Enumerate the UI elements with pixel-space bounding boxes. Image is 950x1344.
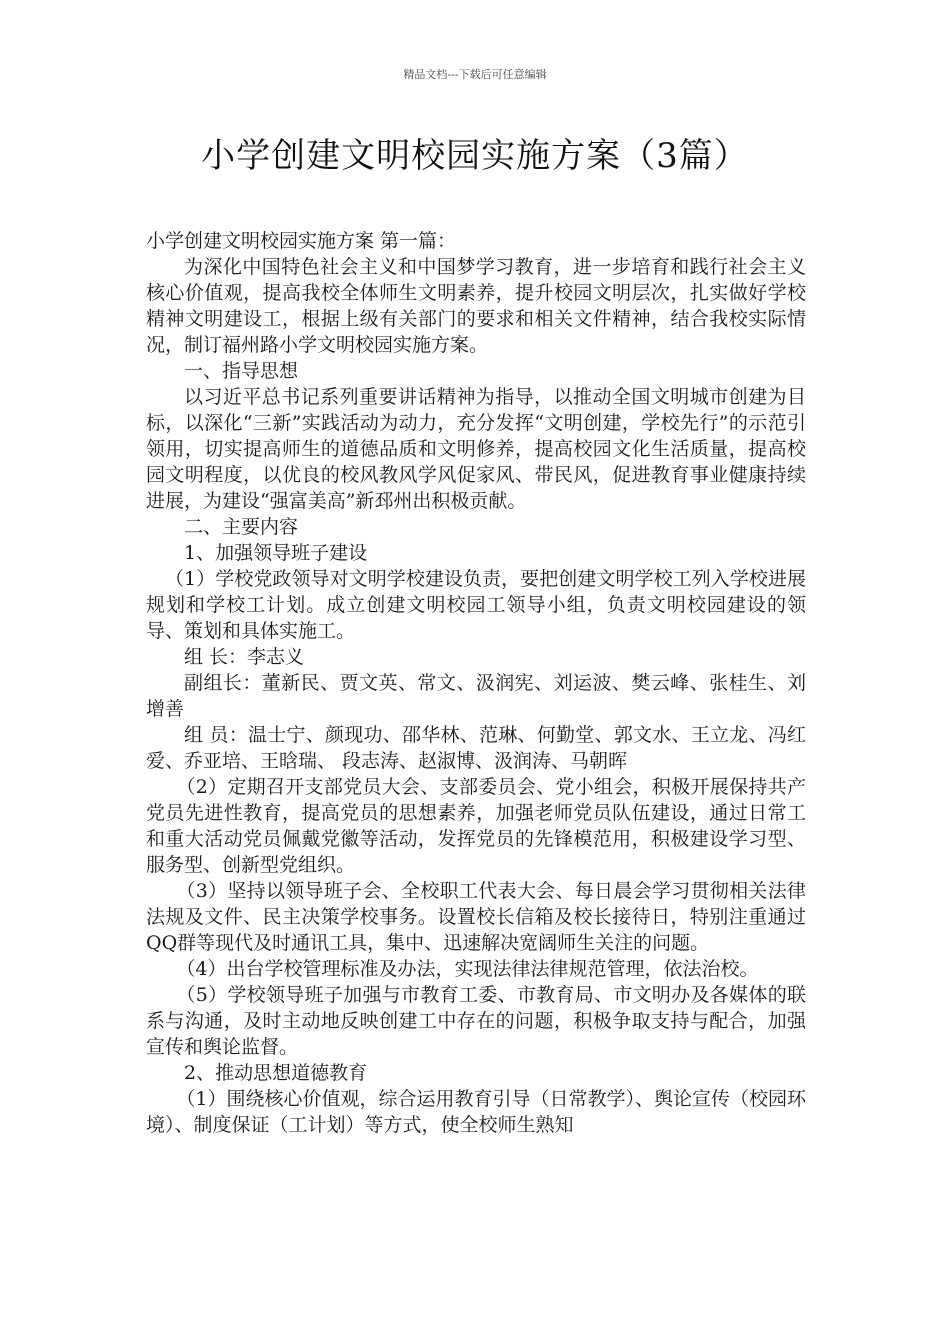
group-deputy-leaders: 副组长：董新民、贾文英、常文、汲润宪、刘运波、樊云峰、张桂生、刘增善 (146, 672, 806, 720)
paragraph-item-2: （2）定期召开支部党员大会、支部委员会、党小组会，积极开展保持共产党员先进性教育，提高党员的思想素养，加强老师党员队伍建设，通过日常工和重大活动党员佩戴党徽等活动，发挥党员的先锋模范用，积极建设学习型、服务型、创新型党组织。 (146, 776, 806, 876)
group-leader: 组 长：李志义 (184, 646, 305, 668)
paragraph-guiding-thought: 以习近平总书记系列重要讲话精神为指导，以推动全国文明城市创建为目标，以深化“三新”实践活动为动力，充分发挥“文明创建，学校先行”的示范引领用，切实提高师生的道德品质和文明修养，提高校园文化生活质量，提高校园文明程度，以优良的校风教风学风促家风、带民风，促进教育事业健康持续进展，为建设“强富美高”新邳州出积极贡献。 (146, 386, 806, 512)
subheading-moral-education: 2、推动思想道德教育 (184, 1062, 368, 1084)
paragraph-item-1: （1）学校党政领导对文明学校建设负责，要把创建文明学校工列入学校进展规划和学校工计划。成立创建文明校园工领导小组，负责文明校园建设的领导、策划和具体实施工。 (146, 568, 806, 642)
document-body (146, 228, 806, 1138)
paragraph-item-5: （5）学校领导班子加强与市教育工委、市教育局、市文明办及各媒体的联系与沟通，及时主动地反映创建工中存在的问题，积极争取支持与配合，加强宣传和舆论监督。 (146, 984, 806, 1058)
heading-main-content: 二、主要内容 (184, 516, 299, 538)
section-heading: 小学创建文明校园实施方案 第一篇： (146, 230, 457, 252)
paragraph-item-3: （3）坚持以领导班子会、全校职工代表大会、每日晨会学习贯彻相关法律法规及文件、民主决策学校事务。设置校长信箱及校长接待日，特别注重通过QQ群等现代及时通讯工具，集中、迅速解决宽阔师生关注的问题。 (146, 880, 806, 954)
group-members: 组 员：温士宁、颜现功、邵华林、范琳、何勤堂、郭文水、王立龙、冯红爱、乔亚培、王晗瑞、 段志涛、赵淑博、汲润涛、马朝晖 (146, 724, 806, 772)
paragraph-item-4: （4）出台学校管理标准及办法，实现法律法律规范管理，依法治校。 (176, 958, 759, 980)
paragraph-moral-item-1: （1）围绕核心价值观，综合运用教育引导（日常教学）、舆论宣传（校园环境）、制度保证（工计划）等方式，使全校师生熟知 (146, 1088, 806, 1136)
heading-guiding-thought: 一、指导思想 (184, 360, 299, 382)
document-title: 小学创建文明校园实施方案（3篇） (201, 136, 749, 176)
page-header-note: 精品文档---下载后可任意编辑 (403, 68, 547, 81)
paragraph-intro: 为深化中国特色社会主义和中国梦学习教育，进一步培育和践行社会主义核心价值观，提高我校全体师生文明素养，提升校园文明层次，扎实做好学校精神文明建设工，根据上级有关部门的要求和相关文件精神，结合我校实际情况，制订福州路小学文明校园实施方案。 (146, 256, 806, 356)
subheading-leadership: 1、加强领导班子建设 (184, 542, 368, 564)
